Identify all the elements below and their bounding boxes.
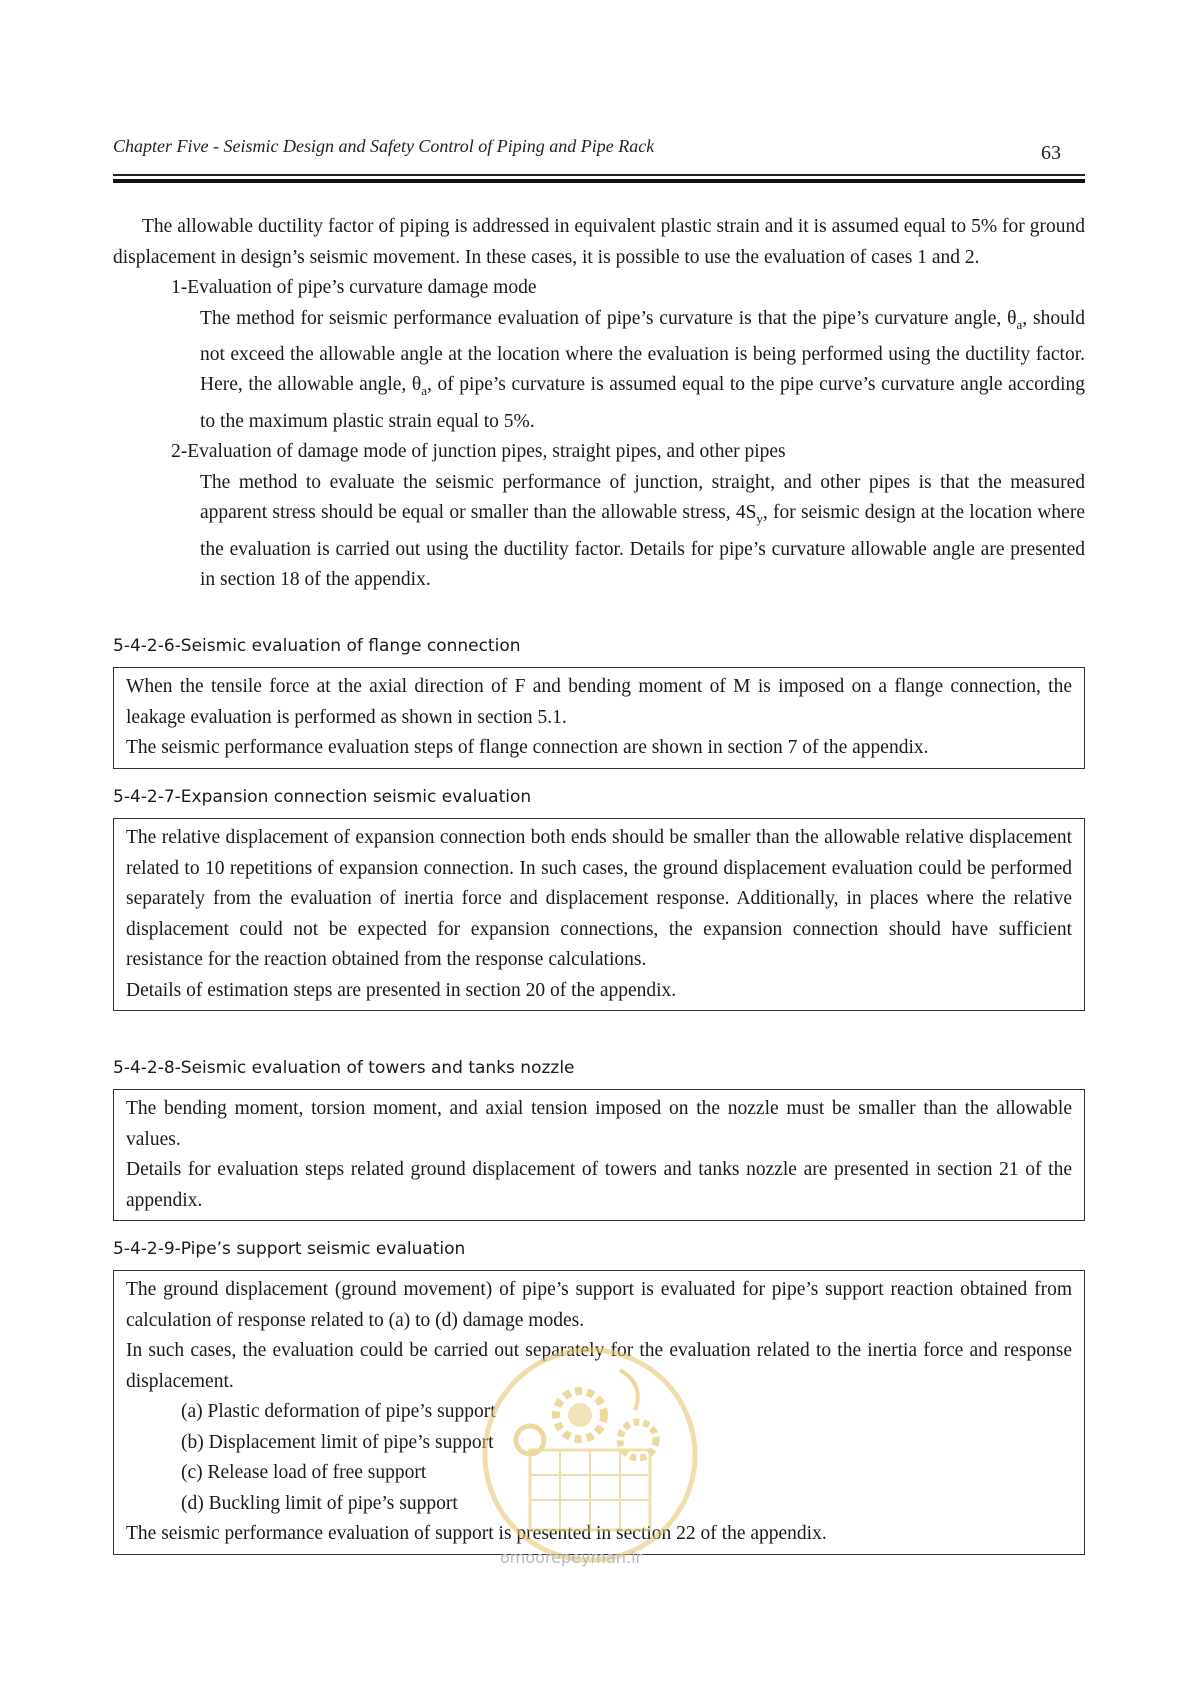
- section-box-nozzle: [113, 1089, 1085, 1221]
- intro-text: [113, 212, 1085, 596]
- section-heading-nozzle: 5-4-2-8-Seismic evaluation of towers and tanks nozzle: [113, 1058, 575, 1078]
- item1-body: The method for seismic performance evaluation of pipe’s curvature is that the pipe’s curvature angle, $\theta_a$, should not exceed the allowable angle at the location where the evaluation is being performed using the ductility factor. Here, the allowable angle, $\theta_a$, of pipe’s curvature is assumed equal to the pipe curve’s curvature angle according to the maximum plastic strain equal to 5%.: [200, 307, 1085, 432]
- section-heading-expansion: 5-4-2-7-Expansion connection seismic evaluation: [113, 787, 532, 807]
- section-box-support: [113, 1270, 1085, 1555]
- item2-body: The method to evaluate the seismic performance of junction, straight, and other pipes is that the measured apparent stress should be equal or smaller than the allowable stress, $4S_y$, for seismic design at the location where the evaluation is carried out using the ductility factor. Details for pipe’s curvature allowable angle are presented in section 18 of the appendix.: [200, 471, 1085, 591]
- page-number: 63: [1041, 142, 1061, 164]
- flange-paragraph-2: The seismic performance evaluation steps of flange connection are shown in section 7 of the appendix.: [126, 737, 929, 758]
- watermark-text: omoorepeyman.ir: [500, 1548, 643, 1567]
- support-paragraph-2: In such cases, the evaluation could be carried out separately for the evaluation related to the inertia force and response displacement.: [126, 1340, 1072, 1392]
- section-heading-support: 5-4-2-9-Pipe’s support seismic evaluation: [113, 1239, 466, 1259]
- expansion-paragraph-1: The relative displacement of expansion connection both ends should be smaller than the allowable relative displacement related to 10 repetitions of expansion connection. In such cases, the ground displacement evaluation could be performed separately from the evaluation of inertia force and displacement response. Additionally, in places where the relative displacement could not be expected for expansion connections, the expansion connection should have sufficient resistance for the reaction obtained from the response calculations.: [126, 827, 1072, 970]
- list-item: (c) Release load of free support: [181, 1462, 427, 1483]
- nozzle-paragraph-2: Details for evaluation steps related ground displacement of towers and tanks nozzle are presented in section 21 of the appendix.: [126, 1159, 1072, 1211]
- support-paragraph-3: The seismic performance evaluation of support is presented in section 22 of the appendix.: [126, 1523, 827, 1544]
- header-rule-thin: [113, 174, 1085, 176]
- flange-paragraph-1: When the tensile force at the axial direction of F and bending moment of M is imposed on a flange connection, the leakage evaluation is performed as shown in section 5.1.: [126, 676, 1072, 728]
- header-rule-thick: [113, 179, 1085, 183]
- list-item: (d) Buckling limit of pipe’s support: [181, 1492, 458, 1514]
- section-heading-flange: 5-4-2-6-Seismic evaluation of flange connection: [113, 636, 521, 656]
- list-item: (a) Plastic deformation of pipe’s support: [181, 1401, 496, 1422]
- list-item: (b) Displacement limit of pipe’s support: [181, 1431, 494, 1453]
- support-paragraph-1: The ground displacement (ground movement) of pipe’s support is evaluated for pipe’s support reaction obtained from calculation of response related to (a) to (d) damage modes.: [126, 1279, 1072, 1331]
- nozzle-paragraph-1: The bending moment, torsion moment, and axial tension imposed on the nozzle must be smaller than the allowable values.: [126, 1098, 1072, 1150]
- item1-title: 1-Evaluation of pipe’s curvature damage mode: [171, 277, 537, 298]
- item2-title: 2-Evaluation of damage mode of junction pipes, straight pipes, and other pipes: [171, 441, 786, 463]
- section-box-expansion: [113, 818, 1085, 1011]
- expansion-paragraph-2: Details of estimation steps are presented in section 20 of the appendix.: [126, 979, 677, 1001]
- running-title: Chapter Five - Seismic Design and Safety Control of Piping and Pipe Rack: [113, 136, 655, 156]
- intro-paragraph: The allowable ductility factor of piping is addressed in equivalent plastic strain and it is assumed equal to 5% for ground displacement in design’s seismic movement. In these cases, it is possible to use the evaluation of cases 1 and 2.: [113, 216, 1085, 268]
- section-box-flange: [113, 667, 1085, 769]
